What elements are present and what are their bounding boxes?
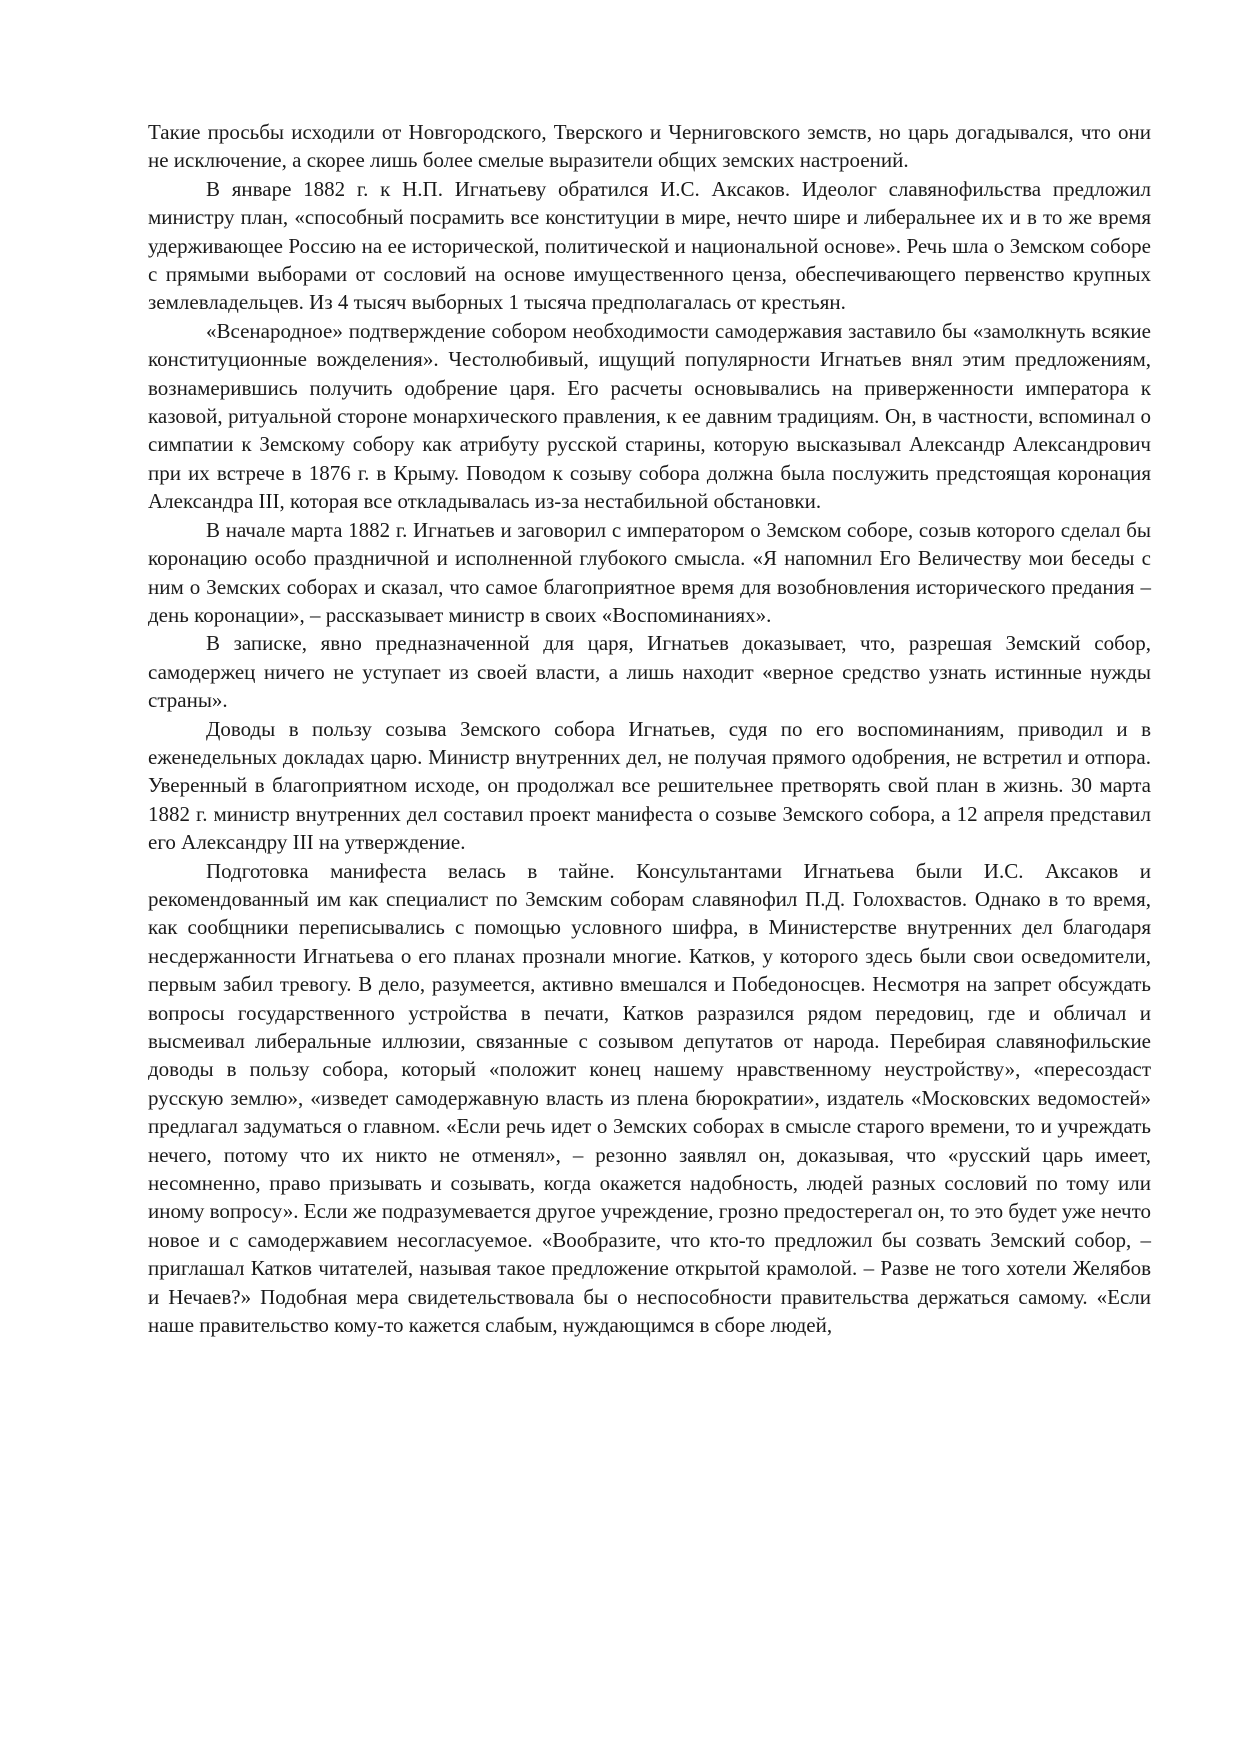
paragraph-7: Подготовка манифеста велась в тайне. Консультантами Игнатьева были И.С. Аксаков и рекомендованный им как специалист по Земским соборам славянофил П.Д. Голохвастов. Однако в то время, как сообщники переписывались с помощью условного шифра, в Министерстве внутренних дел благодаря несдержанности Игнатьева о его планах прознали многие. Катков, у которого здесь были свои осведомители, первым забил тревогу. В дело, разумеется, активно вмешался и Победоносцев. Несмотря на запрет обсуждать вопросы государственного устройства в печати, Катков разразился рядом передовиц, где и обличал и высмеивал либеральные иллюзии, связанные с созывом депутатов от народа. Перебирая славянофильские доводы в пользу собора, который «положит конец нашему нравственному неустройству», «пересоздаст русскую землю», «изведет самодержавную власть из плена бюрократии», издатель «Московских ведомостей» предлагал задуматься о главном. «Если речь идет о Земских соборах в смысле старого времени, то и учреждать нечего, потому что их никто не отменял», – резонно заявлял он, доказывая, что «русский царь имеет, несомненно, право призывать и созывать, когда окажется надобность, людей разных сословий по тому или иному вопросу». Если же подразумевается другое учреждение, грозно предостерегал он, то это будет уже нечто новое и с самодержавием несогласуемое. «Вообразите, что кто-то предложил бы созвать Земский собор, – приглашал Катков читателей, называя такое предложение открытой крамолой. – Разве не того хотели Желябов и Нечаев?» Подобная мера свидетельствовала бы о неспособности правительства держаться самому. «Если наше правительство кому-то кажется слабым, нуждающимся в сборе людей, <box>148 858 1151 1338</box>
paragraph-4: В начале марта 1882 г. Игнатьев и заговорил с императором о Земском соборе, созыв которого сделал бы коронацию особо праздничной и исполненной глубокого смысла. «Я напомнил Его Величеству мои беседы с ним о Земских соборах и сказал, что самое благоприятное время для возобновления исторического предания – день коронации», – рассказывает министр в своих «Воспоминаниях». <box>148 517 1151 627</box>
paragraph-1: Такие просьбы исходили от Новгородского, Тверского и Черниговского земств, но царь догадывался, что они не исключение, а скорее лишь более смелые выразители общих земских настроений. <box>148 120 1151 173</box>
paragraph-3: «Всенародное» подтверждение собором необходимости самодержавия заставило бы «замолкнуть всякие конституционные вожделения». Честолюбивый, ищущий популярности Игнатьев внял этим предложениям, вознамерившись получить одобрение царя. Его расчеты основывались на приверженности императора к казовой, ритуальной стороне монархического правления, к ее давним традициям. Он, в частности, вспоминал о симпатии к Земскому собору как атрибуту русской старины, которую высказывал Александр Александрович при их встрече в 1876 г. в Крыму. Поводом к созыву собора должна была послужить предстоящая коронация Александра III, которая все откладывалась из-за нестабильной обстановки. <box>148 318 1151 514</box>
document-page <box>148 118 1151 1339</box>
paragraph-5: В записке, явно предназначенной для царя, Игнатьев доказывает, что, разрешая Земский собор, самодержец ничего не уступает из своей власти, а лишь находит «верное средство узнать истинные нужды страны». <box>148 631 1151 713</box>
paragraph-6: Доводы в пользу созыва Земского собора Игнатьев, судя по его воспоминаниям, приводил и в еженедельных докладах царю. Министр внутренних дел, не получая прямого одобрения, не встретил и отпора. Уверенный в благоприятном исходе, он продолжал все решительнее претворять свой план в жизнь. 30 марта 1882 г. министр внутренних дел составил проект манифеста о созыве Земского собора, а 12 апреля представил его Александру III на утверждение. <box>148 716 1151 855</box>
paragraph-2: В январе 1882 г. к Н.П. Игнатьеву обратился И.С. Аксаков. Идеолог славянофильства предложил министру план, «способный посрамить все конституции в мире, нечто шире и либеральнее их и в то же время удерживающее Россию на ее исторической, политической и национальной основе». Речь шла о Земском соборе с прямыми выборами от сословий на основе имущественного ценза, обеспечивающего первенство крупных землевладельцев. Из 4 тысяч выборных 1 тысяча предполагалась от крестьян. <box>148 176 1151 315</box>
